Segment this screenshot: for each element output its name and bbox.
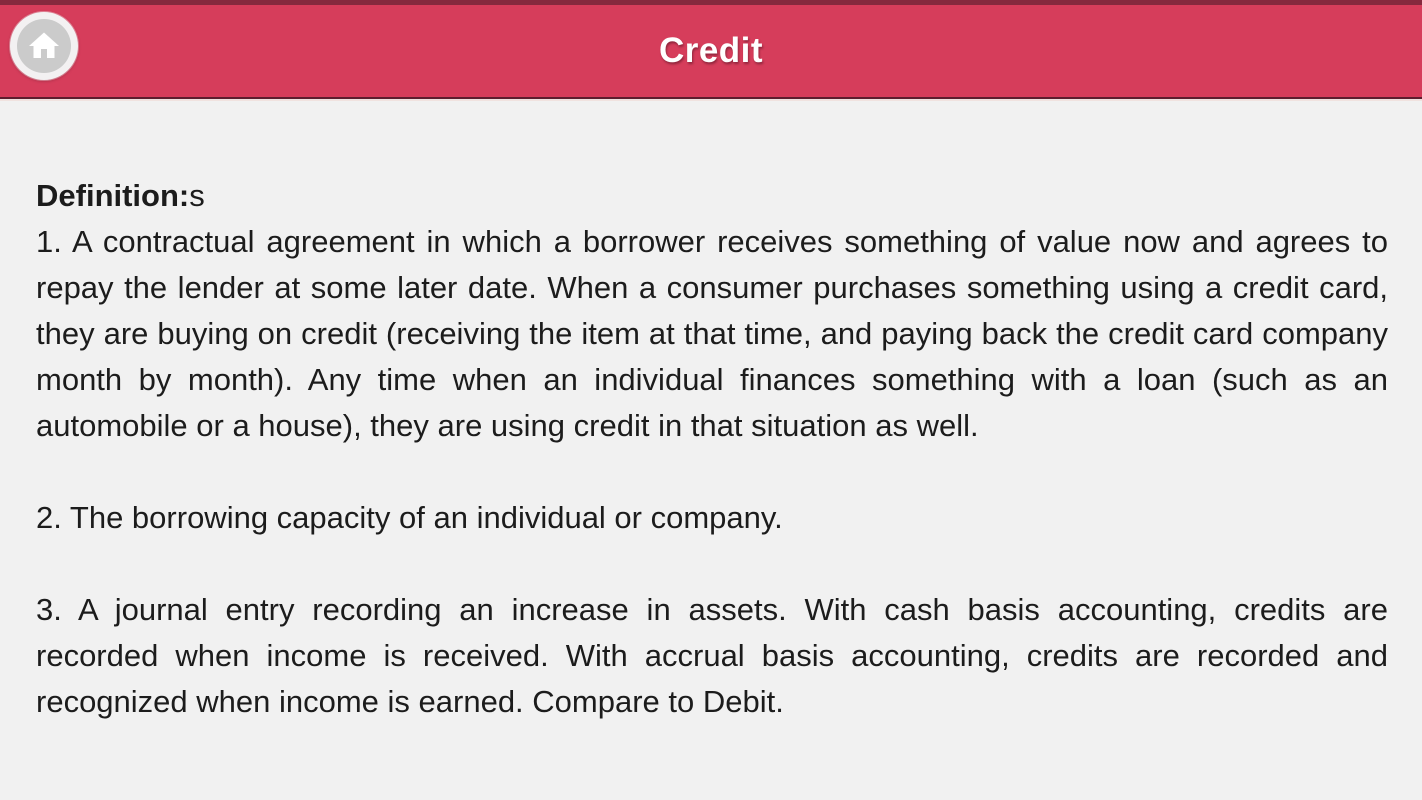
definition-heading-suffix: s	[189, 178, 205, 213]
page-title: Credit	[658, 31, 764, 70]
definition-heading-label: Definition:	[36, 178, 190, 213]
app-header	[0, 0, 1422, 101]
definition-heading	[36, 173, 1388, 219]
header-border-light	[0, 99, 1422, 101]
definition-paragraph-3: 3. A journal entry recording an increase in assets. With cash basis accounting, credits are recorded when income is received. With accrual basis accounting, credits are recorded and recognized when income is earned. Compare to Debit.	[36, 592, 1388, 719]
definition-content	[0, 101, 1422, 725]
definition-paragraph-2: 2. The borrowing capacity of an individual or company.	[36, 500, 783, 535]
definition-paragraph-1: 1. A contractual agreement in which a borrower receives something of value now and agrees to repay the lender at some later date. When a consumer purchases something using a credit card, they are buying on credit (receiving the item at that time, and paying back the credit card company month by month). Any time when an individual finances something with a loan (such as an automobile or a house), they are using credit in that situation as well.	[36, 224, 1388, 443]
